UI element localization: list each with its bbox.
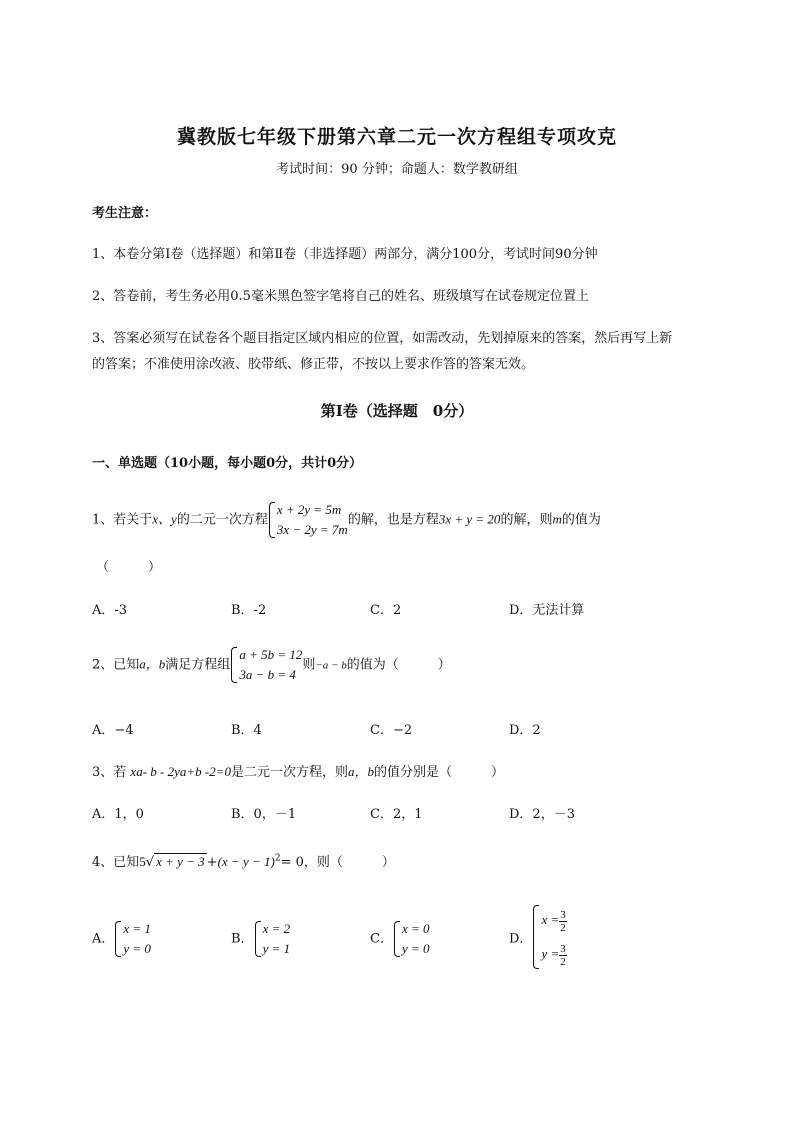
q1-eq3: 3x + y = 20 xyxy=(438,511,501,527)
q1-equation-system xyxy=(268,500,348,540)
q4-option-d-frac2 xyxy=(559,943,567,968)
q2-vars: a，b xyxy=(139,656,166,672)
q2-option-d[interactable]: D．2 xyxy=(509,723,541,738)
q4-option-d-den2: 2 xyxy=(560,955,566,968)
q1-vars: x、y xyxy=(152,511,177,527)
q1-mid3: 的解，则 xyxy=(500,512,553,528)
notice-item-3-line-1: 3、答案必须写在试卷各个题目指定区域内相应的位置，如需改动，先划掉原来的答案，然后再写上新 xyxy=(92,331,673,346)
q4-option-a[interactable] xyxy=(92,919,151,959)
question-2 xyxy=(92,645,451,685)
q2-option-c[interactable]: C．−2 xyxy=(370,723,413,738)
exam-info: 考试时间：90 分钟；命题人：数学教研组 xyxy=(276,162,518,177)
q4-option-d-label: D． xyxy=(509,931,533,947)
q1-prefix: 1、若关于 xyxy=(92,512,153,528)
q4-option-d-system xyxy=(532,903,566,971)
q2-option-b[interactable]: B．4 xyxy=(231,723,262,738)
page-title: 冀教版七年级下册第六章二元一次方程组专项攻克 xyxy=(176,126,617,148)
q4-option-c-eq1: x = 0 xyxy=(401,921,430,936)
notice-item-3-line-2: 的答案；不准使用涂改液、胶带纸、修正带，不按以上要求作答的答案无效。 xyxy=(92,357,535,372)
q4-sqrt-sign: √ xyxy=(145,855,155,870)
q3-prefix: 3、若 xyxy=(92,765,127,780)
q3-option-d[interactable]: D．2，－3 xyxy=(509,807,575,822)
q3-option-a[interactable]: A．1，0 xyxy=(92,807,144,822)
q4-option-d-num2: 3 xyxy=(560,942,566,955)
q4-option-c-label: C． xyxy=(370,931,393,947)
q4-suffix: ，则（ ） xyxy=(303,855,395,870)
q2-option-a[interactable]: A．−4 xyxy=(92,723,134,738)
q4-option-c-system xyxy=(393,919,430,959)
question-3 xyxy=(92,761,504,780)
q4-option-c[interactable] xyxy=(370,919,430,959)
q4-square-term: (x − y − 1) xyxy=(217,854,275,869)
q1-option-d[interactable]: D．无法计算 xyxy=(509,603,585,618)
q4-option-c-eq2: y = 0 xyxy=(401,941,430,956)
notice-heading: 考生注意： xyxy=(92,206,158,221)
q2-eq2: 3a − b = 4 xyxy=(239,667,296,682)
notice-item-1: 1、本卷分第I卷（选择题）和第Ⅱ卷（非选择题）两部分，满分100分，考试时间90分钟 xyxy=(92,247,598,262)
notice-item-2: 2、答卷前，考生务必用0.5毫米黑色签字笔将自己的姓名、班级填写在试卷规定位置上 xyxy=(92,289,589,304)
q2-equation-system xyxy=(230,645,302,685)
q4-coef: 5 xyxy=(139,854,146,869)
q2-prefix: 2、已知 xyxy=(92,657,140,673)
question-4 xyxy=(92,851,395,870)
q3-option-c[interactable]: C．2，1 xyxy=(370,807,423,822)
q2-expr: −a − b xyxy=(315,659,347,672)
q1-var-m: m xyxy=(552,511,562,527)
q4-prefix: 4、已知 xyxy=(92,855,140,870)
q4-option-b-eq2: y = 1 xyxy=(262,941,291,956)
question-1 xyxy=(92,500,601,540)
q3-option-b[interactable]: B．0，－1 xyxy=(231,807,297,822)
q4-option-b[interactable] xyxy=(231,919,290,959)
q2-mid: 满足方程组 xyxy=(165,657,231,673)
q4-plus: + xyxy=(206,855,218,870)
q4-option-a-eq1: x = 1 xyxy=(123,921,151,936)
q4-option-b-eq1: x = 2 xyxy=(262,921,291,936)
q1-mid2: 的解，也是方程 xyxy=(347,512,439,528)
section-title: 第I卷（选择题 0分） xyxy=(320,402,474,420)
q1-option-c[interactable]: C．2 xyxy=(370,603,402,618)
q3-expr: xa- b - 2ya+b -2=0 xyxy=(130,764,231,779)
part-title: 一、单选题（10小题，每小题0分，共计0分） xyxy=(92,456,363,471)
q2-then: 则 xyxy=(302,657,316,673)
q4-option-a-label: A． xyxy=(92,931,115,947)
q4-exp: 2 xyxy=(274,853,281,864)
q3-suffix2: 的值分别是（ ） xyxy=(374,765,505,780)
q1-answer-blank: （ ） xyxy=(96,560,162,575)
q1-mid1: 的二元一次方程 xyxy=(176,512,268,528)
q4-eq-zero: = 0 xyxy=(280,855,304,870)
q3-suffix: 是二元一次方程，则 xyxy=(231,765,349,780)
q4-option-d-num1: 3 xyxy=(560,908,566,921)
q4-option-d-frac1 xyxy=(559,909,567,934)
q2-suffix: 的值为（ ） xyxy=(346,657,451,673)
q4-option-d[interactable] xyxy=(509,903,567,971)
q4-option-d-den1: 2 xyxy=(560,921,566,934)
q4-option-b-system xyxy=(254,919,291,959)
q2-eq1: a + 5b = 12 xyxy=(239,647,303,662)
q4-option-d-lhs1: x = xyxy=(541,912,560,927)
q4-option-d-row2 xyxy=(541,937,566,971)
q1-option-a[interactable]: A．-3 xyxy=(92,603,128,618)
q4-option-d-row1 xyxy=(541,903,566,937)
q1-suffix: 的值为 xyxy=(561,512,601,528)
q4-option-a-system xyxy=(114,919,151,959)
q4-radicand: x + y − 3 xyxy=(156,854,205,869)
q4-option-a-eq2: y = 0 xyxy=(123,941,151,956)
q4-option-b-label: B． xyxy=(231,931,254,947)
q1-option-b[interactable]: B．-2 xyxy=(231,603,267,618)
q4-option-d-lhs2: y = xyxy=(541,946,560,961)
q1-eq2: 3x − 2y = 7m xyxy=(276,522,348,537)
q1-eq1: x + 2y = 5m xyxy=(276,502,342,517)
q3-vars: a，b xyxy=(348,764,375,779)
